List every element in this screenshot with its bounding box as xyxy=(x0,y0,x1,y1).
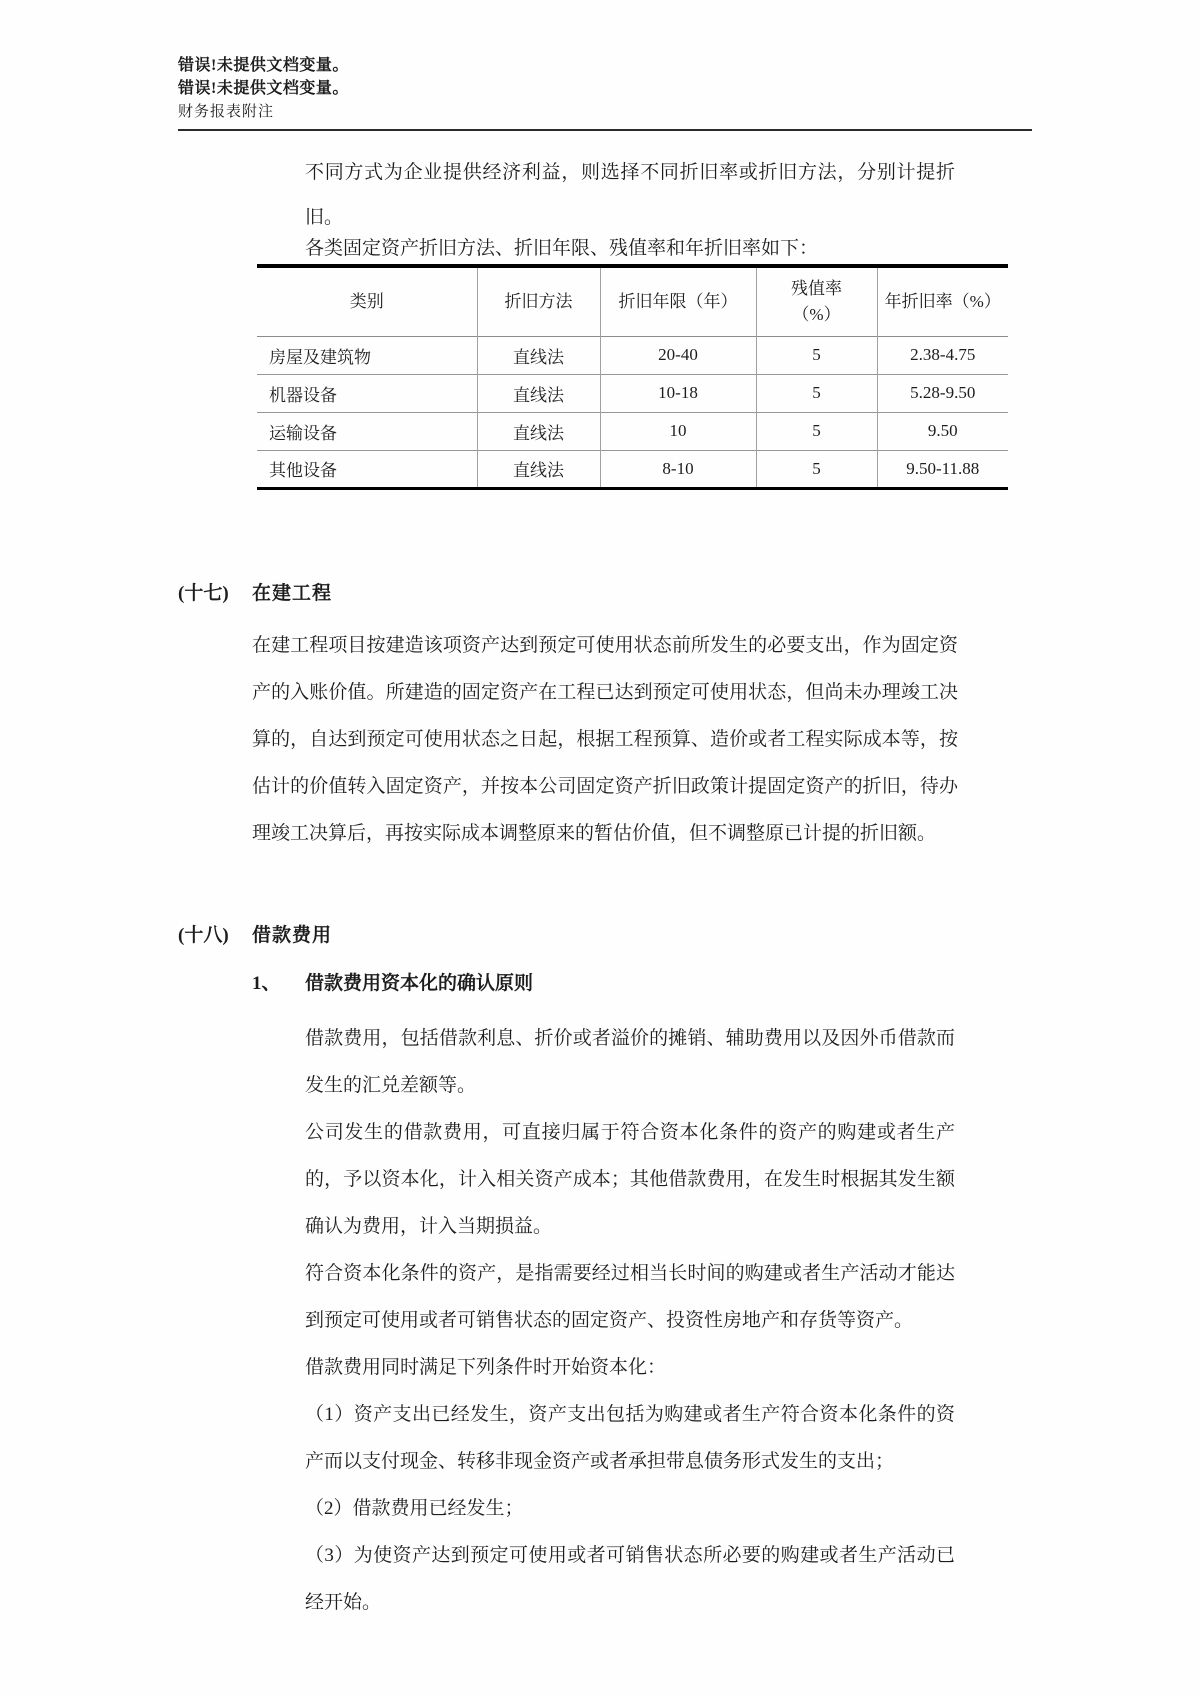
cell-method: 直线法 xyxy=(477,412,600,450)
section-17-paragraph: 在建工程项目按建造该项资产达到预定可使用状态前所发生的必要支出，作为固定资产的入账价值。所建造的固定资产在工程已达到预定可使用状态，但尚未办理竣工决算的，自达到预定可使用状态之日起，根据工程预算、造价或者工程实际成本等，按估计的价值转入固定资产，并按本公司固定资产折旧政策计提固定资产的折旧，待办理竣工决算后，再按实际成本调整原来的暂估价值，但不调整原已计提的折旧额。 xyxy=(252,635,958,844)
cell-annual-rate: 9.50-11.88 xyxy=(877,450,1008,488)
cell-annual-rate: 9.50 xyxy=(877,412,1008,450)
section-17-heading xyxy=(178,578,332,605)
header-divider xyxy=(178,129,1032,131)
header-residual-rate: 残值率 （%） xyxy=(756,266,877,336)
table-header-row xyxy=(257,266,1008,336)
table-row xyxy=(257,374,1008,412)
cell-category: 房屋及建筑物 xyxy=(269,347,371,367)
paragraph: （3）为使资产达到预定可使用或者可销售状态所必要的购建或者生产活动已经开始。 xyxy=(305,1545,955,1613)
section-18-title: 借款费用 xyxy=(252,925,333,946)
cell-residual-rate: 5 xyxy=(756,412,877,450)
item-1-body xyxy=(305,1015,955,1626)
paragraph: 借款费用，包括借款利息、折价或者溢价的摊销、辅助费用以及因外币借款而发生的汇兑差额等。 xyxy=(305,1028,955,1096)
item-1-title: 借款费用资本化的确认原则 xyxy=(305,973,534,994)
header-method: 折旧方法 xyxy=(477,266,600,336)
item-1-number: 1、 xyxy=(252,973,281,994)
header-category: 类别 xyxy=(349,291,384,311)
cell-category: 运输设备 xyxy=(269,423,337,443)
intro-paragraph: 不同方式为企业提供经济利益，则选择不同折旧率或折旧方法，分别计提折旧。 xyxy=(305,162,955,228)
cell-years: 8-10 xyxy=(600,450,756,488)
table-caption: 各类固定资产折旧方法、折旧年限、残值率和年折旧率如下： xyxy=(305,238,819,259)
cell-annual-rate: 2.38-4.75 xyxy=(877,336,1008,374)
cell-method: 直线法 xyxy=(477,450,600,488)
paragraph: （1）资产支出已经发生，资产支出包括为购建或者生产符合资本化条件的资产而以支付现金、转移非现金资产或者承担带息债务形式发生的支出； xyxy=(305,1404,955,1472)
item-1-heading xyxy=(252,968,533,995)
document-header xyxy=(178,54,349,124)
header-error-line-1: 错误!未提供文档变量。 xyxy=(178,57,349,74)
section-18-number: (十八) xyxy=(178,925,229,946)
cell-category: 其他设备 xyxy=(269,461,337,480)
header-subtitle: 财务报表附注 xyxy=(178,104,275,120)
header-years: 折旧年限（年） xyxy=(600,266,756,336)
paragraph: （2）借款费用已经发生； xyxy=(305,1498,524,1519)
cell-annual-rate: 5.28-9.50 xyxy=(877,374,1008,412)
depreciation-table xyxy=(257,264,1008,490)
table-row xyxy=(257,266,1008,336)
cell-method: 直线法 xyxy=(477,336,600,374)
section-18-heading xyxy=(178,920,332,947)
cell-residual-rate: 5 xyxy=(756,450,877,488)
paragraph: 借款费用同时满足下列条件时开始资本化： xyxy=(305,1357,667,1378)
table-row xyxy=(257,412,1008,450)
header-error-line-2: 错误!未提供文档变量。 xyxy=(178,80,349,97)
section-17-number: (十七) xyxy=(178,583,229,604)
cell-years: 20-40 xyxy=(600,336,756,374)
paragraph: 符合资本化条件的资产，是指需要经过相当长时间的购建或者生产活动才能达到预定可使用或者可销售状态的固定资产、投资性房地产和存货等资产。 xyxy=(305,1263,955,1331)
cell-residual-rate: 5 xyxy=(756,374,877,412)
cell-category: 机器设备 xyxy=(269,385,337,405)
table-row xyxy=(257,336,1008,374)
table-row xyxy=(257,450,1008,488)
header-annual-rate: 年折旧率（%） xyxy=(877,266,1008,336)
cell-method: 直线法 xyxy=(477,374,600,412)
section-17-title: 在建工程 xyxy=(252,583,333,604)
paragraph: 公司发生的借款费用，可直接归属于符合资本化条件的资产的购建或者生产的，予以资本化，计入相关资产成本；其他借款费用，在发生时根据其发生额确认为费用，计入当期损益。 xyxy=(305,1122,955,1237)
cell-residual-rate: 5 xyxy=(756,336,877,374)
cell-years: 10 xyxy=(600,412,756,450)
cell-years: 10-18 xyxy=(600,374,756,412)
